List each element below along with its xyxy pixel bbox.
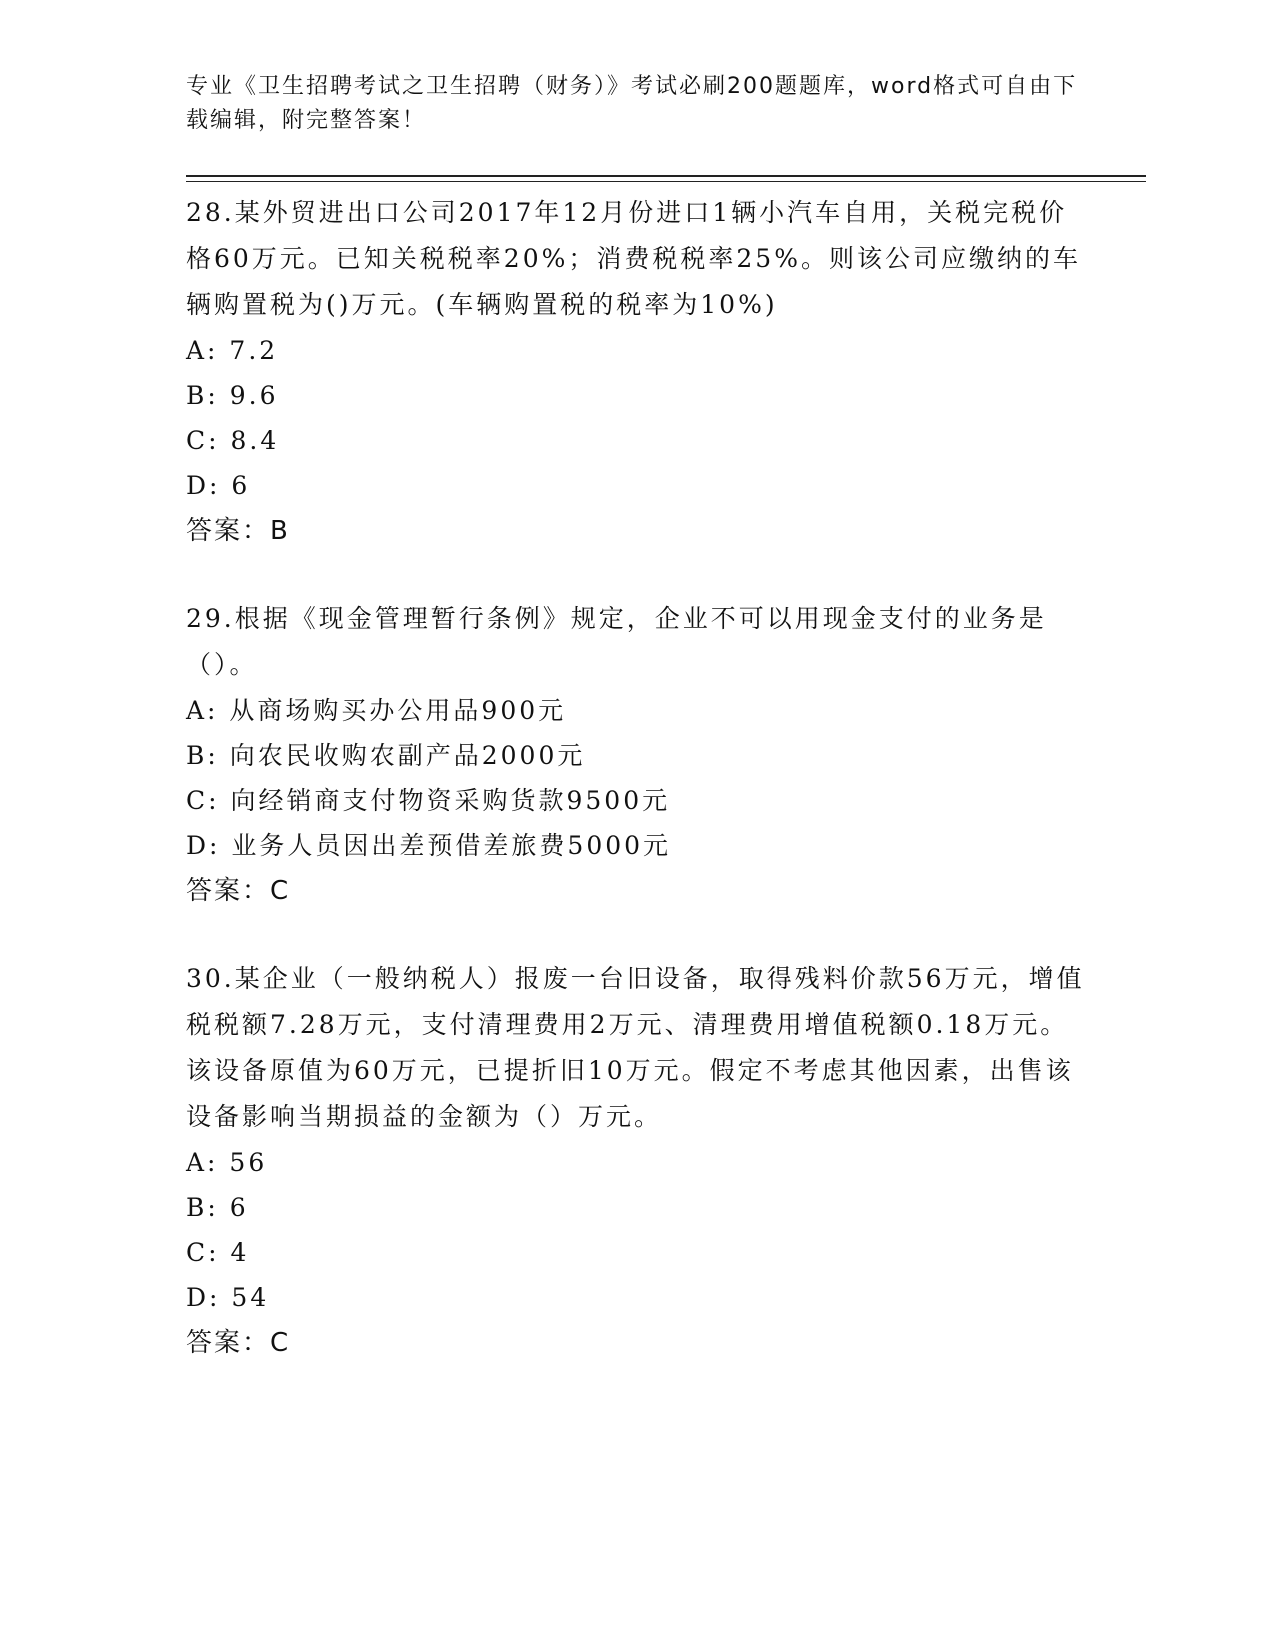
question-stem: 30.某企业（一般纳税人）报废一台旧设备，取得残料价款56万元，增值税税额7.28万元，支付清理费用2万元、清理费用增值税额0.18万元。该设备原值为60万元，已提折旧10万元。假定不考虑其他因素，出售该设备影响当期损益的金额为（）万元。 (186, 964, 1085, 1131)
document-title: 专业《卫生招聘考试之卫生招聘（财务）》考试必刷200题题库，word格式可自由下载编辑，附完整答案！ (186, 74, 1078, 133)
option-d: D: 6 (186, 471, 251, 500)
option-b: B: 向农民收购农副产品2000元 (186, 741, 586, 770)
option-d: D: 业务人员因出差预借差旅费5000元 (186, 831, 672, 860)
question-list (186, 190, 1086, 1408)
option-a: A: 7.2 (186, 336, 279, 365)
option-b: B: 9.6 (186, 381, 279, 410)
question-29 (186, 596, 1086, 914)
option-c: C: 4 (186, 1238, 250, 1267)
option-b: B: 6 (186, 1193, 249, 1222)
question-28 (186, 190, 1086, 554)
question-stem: 28.某外贸进出口公司2017年12月份进口1辆小汽车自用，关税完税价格60万元。已知关税税率20%；消费税税率25%。则该公司应缴纳的车辆购置税为()万元。(车辆购置税的税率为10%) (186, 198, 1081, 319)
document-header (186, 70, 1086, 138)
header-divider-thin (186, 181, 1146, 182)
option-a: A: 从商场购买办公用品900元 (186, 696, 567, 725)
answer-label: 答案：C (186, 876, 291, 906)
option-d: D: 54 (186, 1283, 270, 1312)
option-c: C: 8.4 (186, 426, 280, 455)
answer-label: 答案：C (186, 1328, 291, 1358)
answer-label: 答案：B (186, 516, 290, 546)
option-c: C: 向经销商支付物资采购货款9500元 (186, 786, 671, 815)
question-30 (186, 956, 1086, 1366)
header-divider-thick (186, 175, 1146, 177)
option-a: A: 56 (186, 1148, 268, 1177)
question-stem: 29.根据《现金管理暂行条例》规定，企业不可以用现金支付的业务是（）。 (186, 604, 1047, 679)
